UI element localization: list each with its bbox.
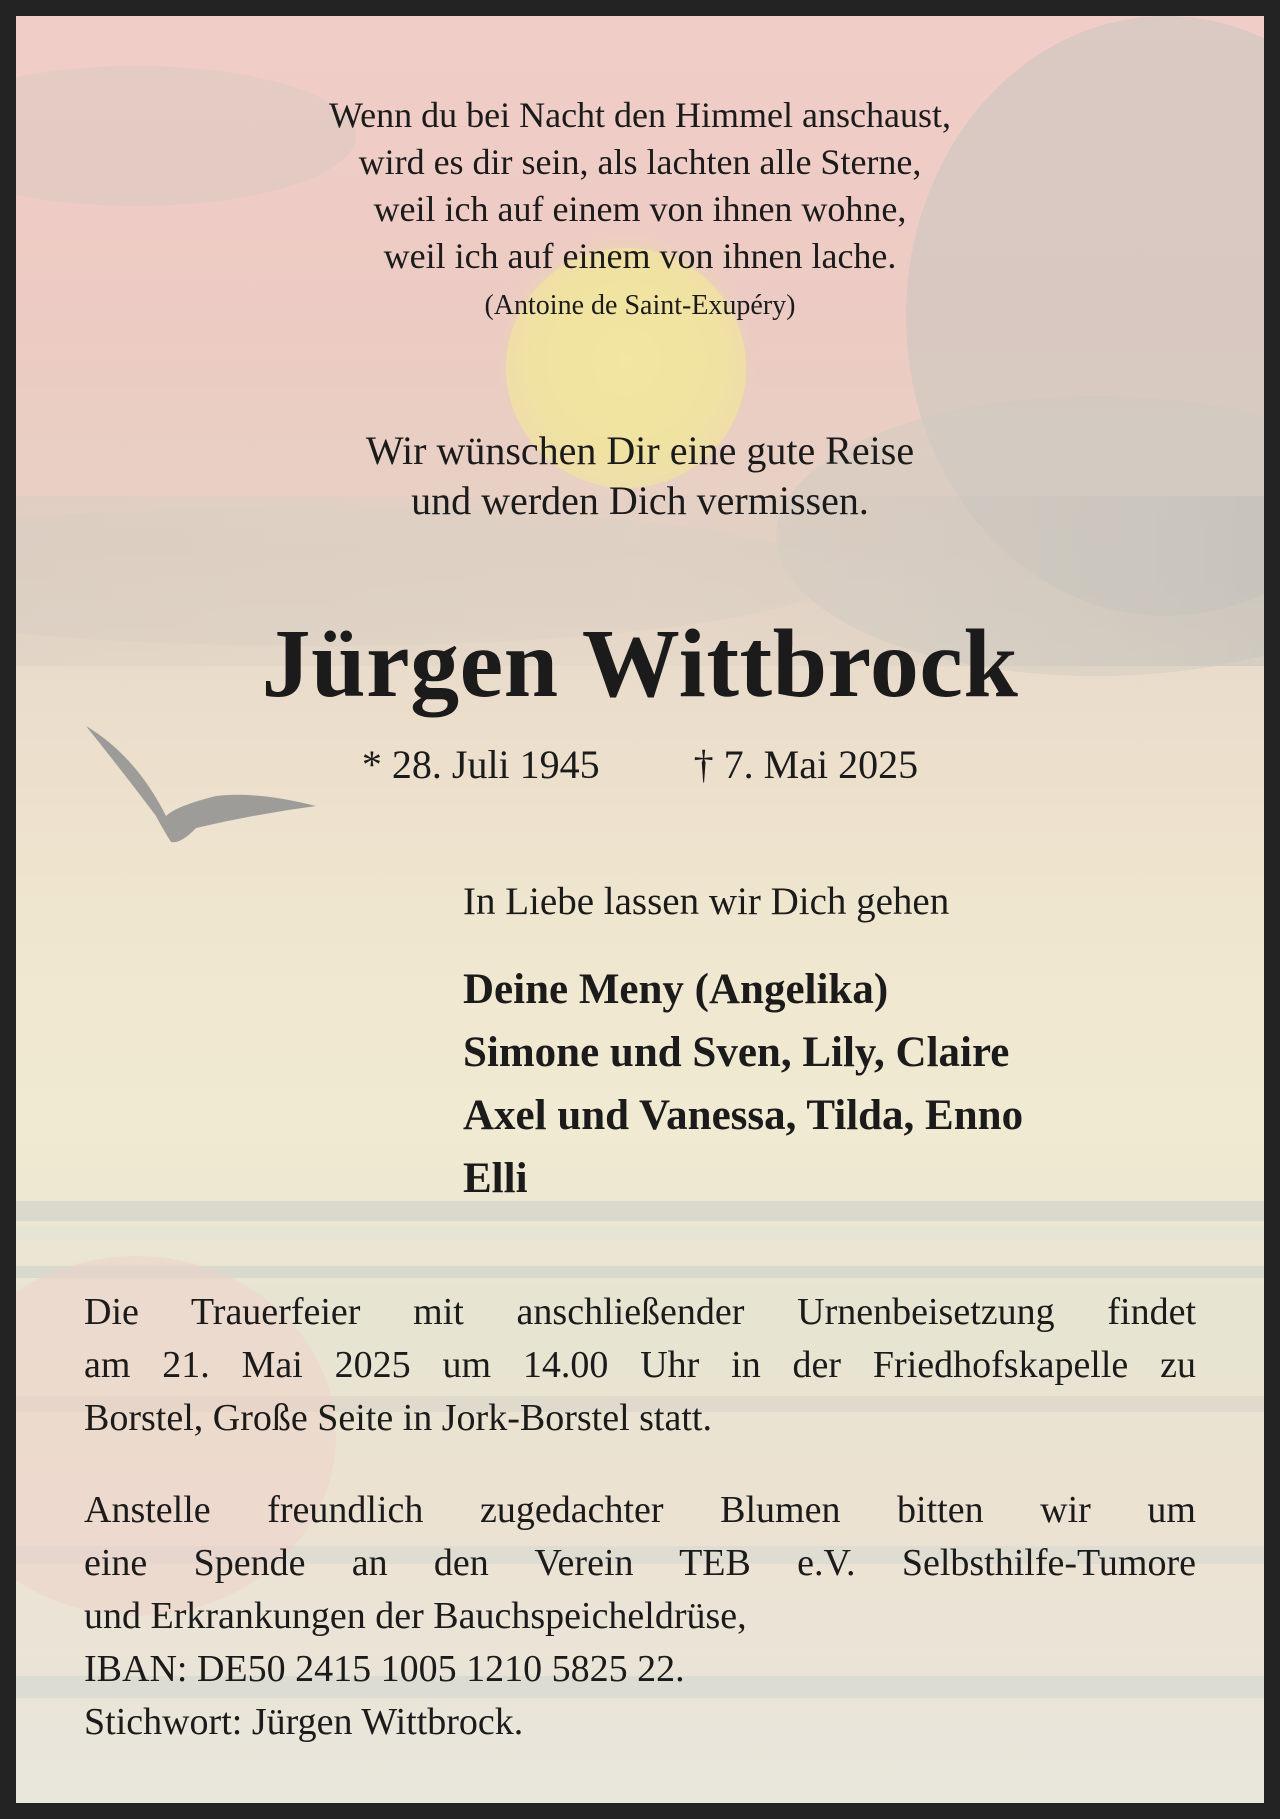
poem-line: wird es dir sein, als lachten alle Sterne, [358, 142, 922, 182]
mourner-entry: Axel und Vanessa, Tilda, Enno [463, 1092, 1024, 1139]
donation-line: eine Spende an den Verein TEB e.V. Selbsthilfe-Tumore [84, 1542, 1196, 1584]
poem-quote [16, 92, 1264, 280]
keyword-line: Stichwort: Jürgen Wittbrock. [84, 1701, 524, 1743]
donation-info [84, 1484, 1196, 1749]
funeral-line: am 21. Mai 2025 um 14.00 Uhr in der Friedhofskapelle zu [84, 1344, 1196, 1386]
donation-line: Anstelle freundlich zugedachter Blumen bitten wir um [84, 1489, 1196, 1531]
funeral-info [84, 1286, 1196, 1445]
funeral-line: Borstel, Große Seite in Jork-Borstel statt. [84, 1397, 712, 1439]
mourner-entry: Elli [463, 1155, 528, 1202]
quote-author: (Antoine de Saint-Exupéry) [484, 290, 796, 321]
farewell-text: In Liebe lassen wir Dich gehen [463, 880, 950, 923]
iban-line: IBAN: DE50 2415 1005 1210 5825 22. [84, 1648, 685, 1690]
wish-line: und werden Dich vermissen. [411, 478, 869, 523]
farewell-wish [16, 426, 1264, 526]
poem-line: weil ich auf einem von ihnen lache. [383, 236, 897, 276]
poem-line: weil ich auf einem von ihnen wohne, [373, 189, 907, 229]
wish-line: Wir wünschen Dir eine gute Reise [365, 428, 915, 473]
mourners-list [463, 958, 1023, 1210]
notice-content [16, 16, 1264, 1803]
mourner-entry: Simone und Sven, Lily, Claire [463, 1029, 1010, 1076]
deceased-name: Jürgen Wittbrock [261, 610, 1019, 718]
life-dates [16, 741, 1264, 789]
mourner-entry: Deine Meny (Angelika) [463, 966, 889, 1013]
death-date: † 7. Mai 2025 [693, 742, 919, 787]
poem-line: Wenn du bei Nacht den Himmel anschaust, [329, 95, 951, 135]
donation-line: und Erkrankungen der Bauchspeicheldrüse, [84, 1595, 747, 1637]
birth-date: * 28. Juli 1945 [361, 742, 600, 787]
funeral-line: Die Trauerfeier mit anschließender Urnenbeisetzung findet [84, 1291, 1196, 1333]
